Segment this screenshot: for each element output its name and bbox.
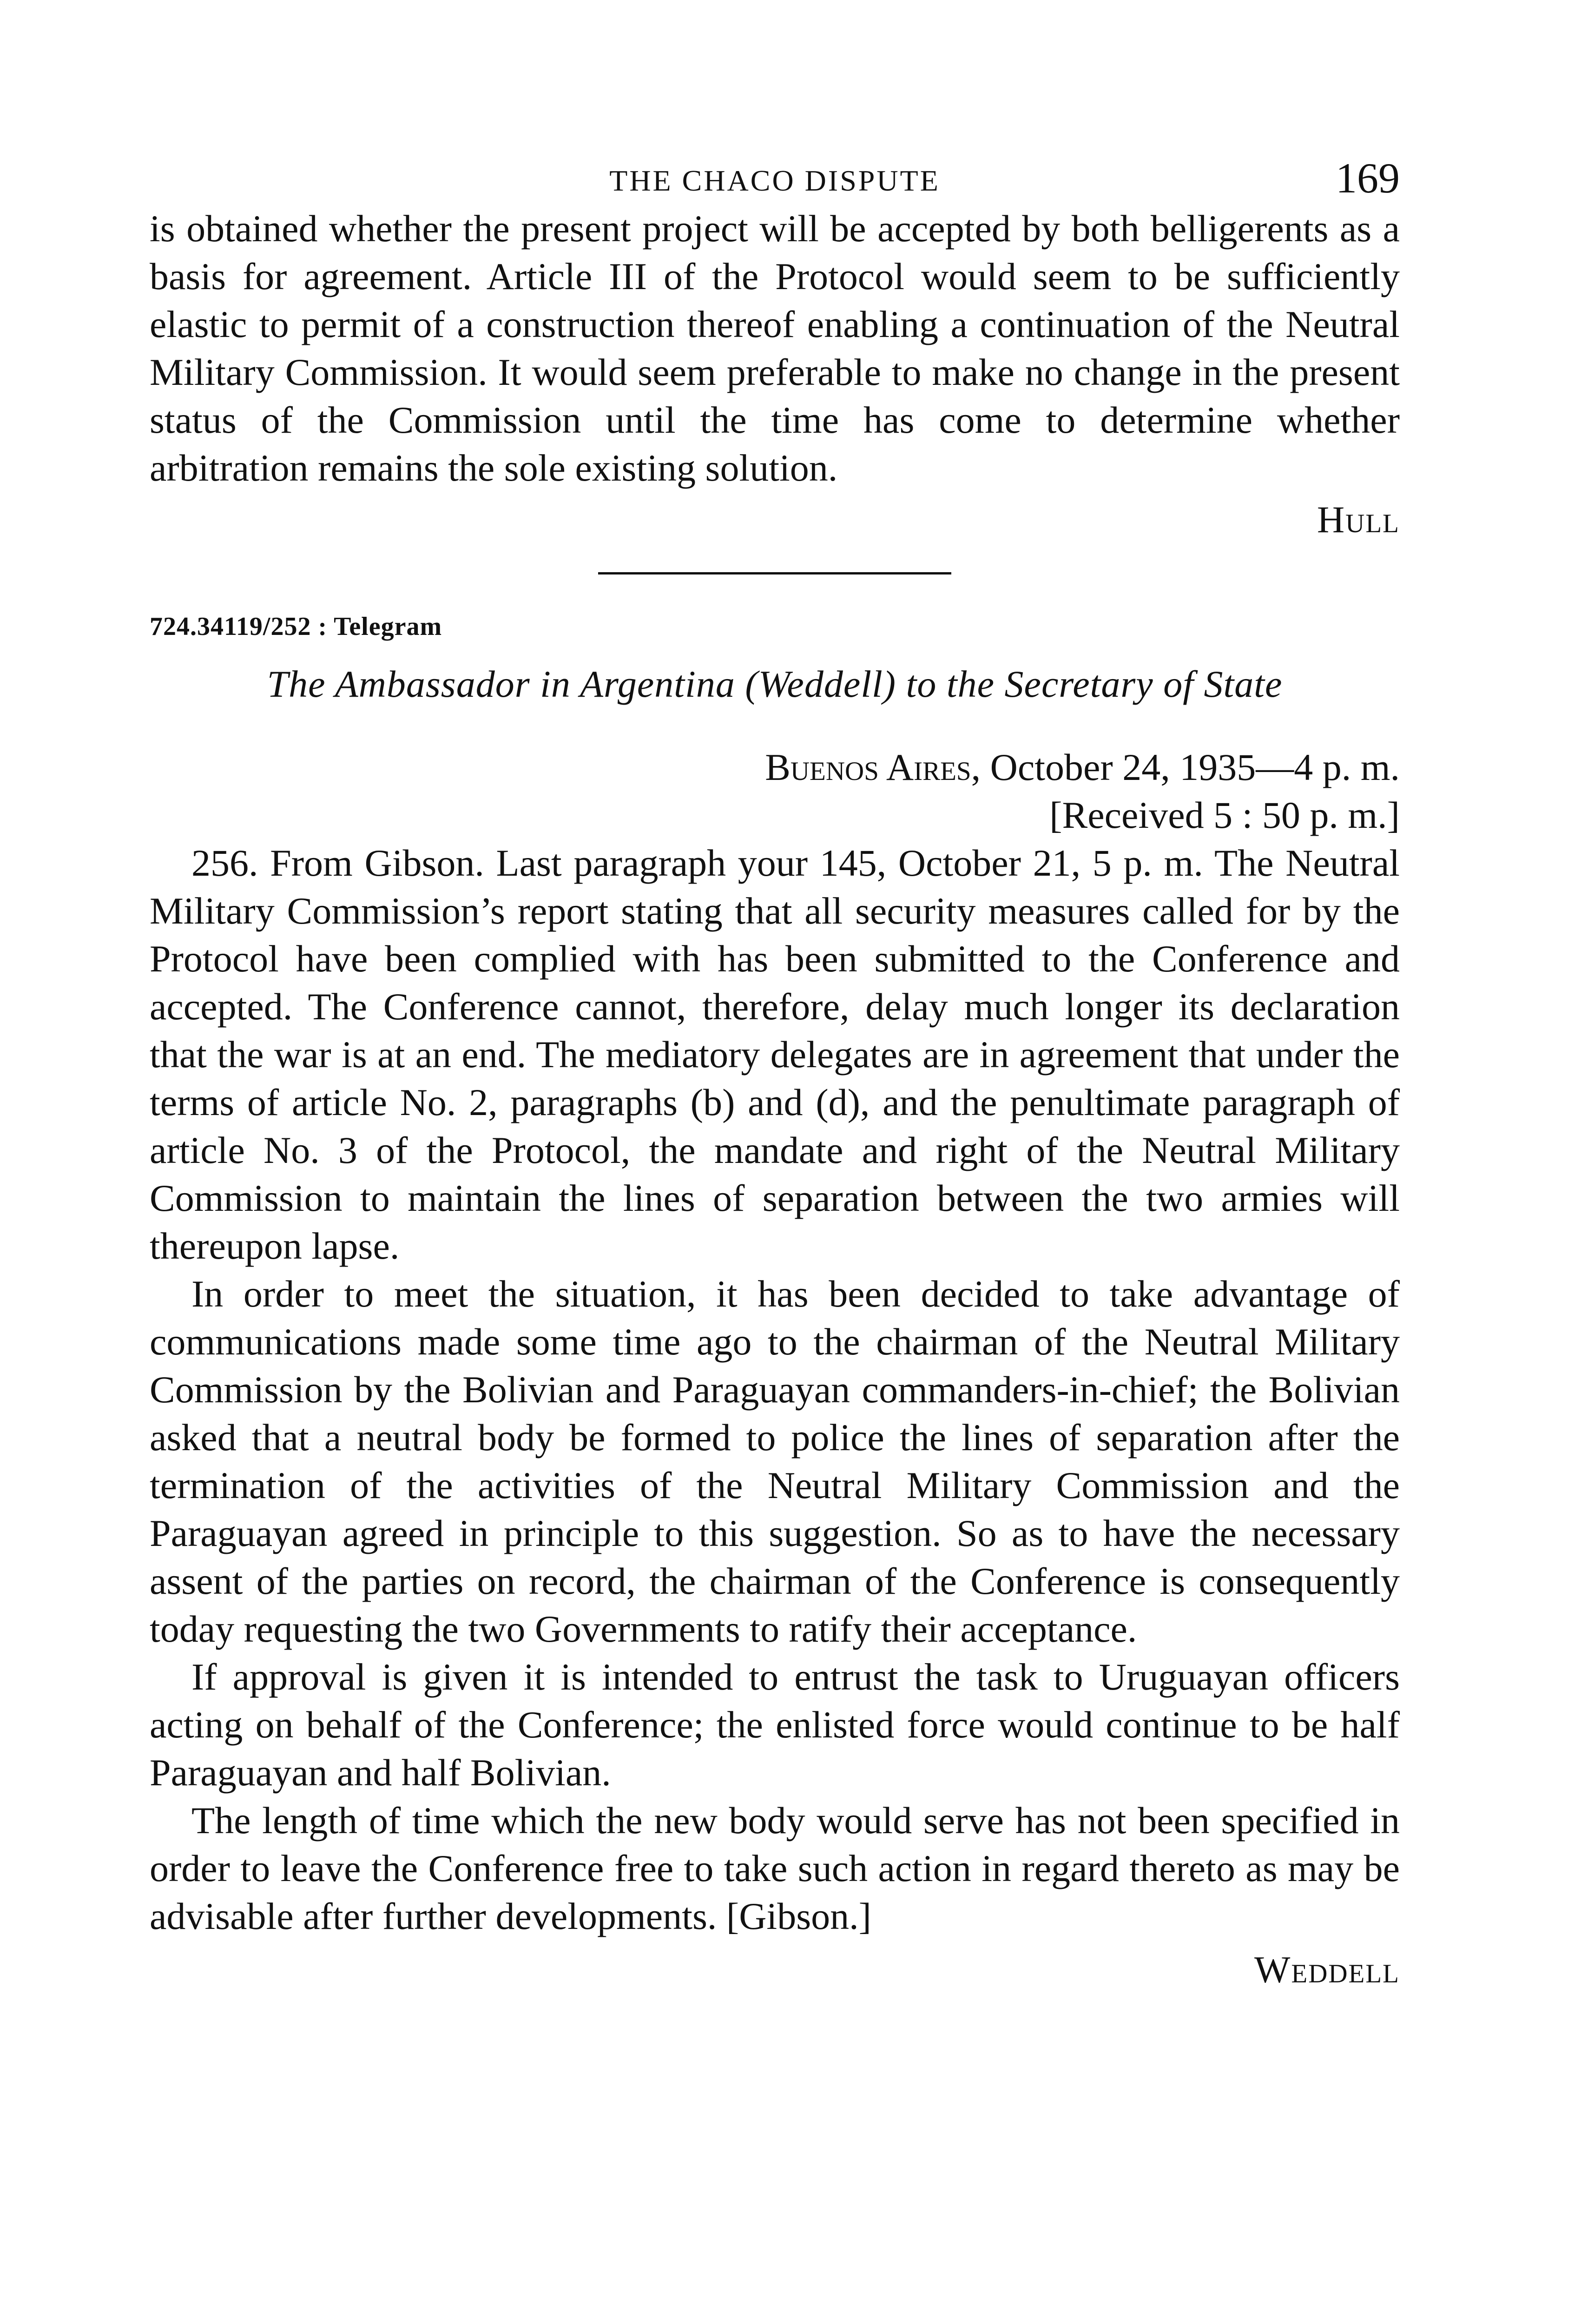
dateline-place: Buenos Aires, [765, 746, 981, 788]
document-page [150, 153, 1400, 1994]
dateline [150, 743, 1400, 791]
file-reference: 724.34119/252 : Telegram [150, 612, 442, 641]
signature-hull: Hull [1317, 498, 1400, 541]
running-head [150, 153, 1400, 205]
paragraph-3: If approval is given it is intended to entrust the task to Uruguayan officers acting on behalf of the Conference; the enlisted force would continue to be half Paraguayan and half Bolivian. [150, 1656, 1400, 1794]
paragraph-4: The length of time which the new body would serve has not been specified in order to leave the Conference free to take such action in regard thereto as may be advisable after further developments. [Gibson.] [150, 1799, 1400, 1937]
received-time: [Received 5 : 50 p. m.] [1049, 794, 1400, 836]
running-title: THE CHACO DISPUTE [609, 164, 940, 197]
continuation-paragraph: is obtained whether the present project will be accepted by both belligerents as a basis for agreement. Article III of the Protocol would seem to be sufficiently elastic to permit of a construction thereof enabling a continuation of the Neutral Military Commission. It would seem preferable to make no change in the present status of the Commission until the time has come to determine whether arbitration remains the sole existing solution. [150, 207, 1400, 489]
signature-weddell: Weddell [1254, 1948, 1400, 1991]
paragraph-2: In order to meet the situation, it has been decided to take advantage of communications made some time ago to the chairman of the Neutral Military Commission by the Bolivian and Paraguayan commanders-in-chief; the Bolivian asked that a neutral body be formed to police the lines of separation after the termination of the activities of the Neutral Military Commission and the Paraguayan agreed in principle to this suggestion. So as to have the necessary assent of the parties on record, the chairman of the Conference is consequently today requesting the two Governments to ratify their acceptance. [150, 1273, 1400, 1650]
dateline-date: October 24, 1935—4 p. m. [990, 746, 1400, 788]
page-number: 169 [1336, 154, 1400, 202]
paragraph-1: 256. From Gibson. Last paragraph your 145, October 21, 5 p. m. The Neutral Military Commission’s report stating that all security measures called for by the Protocol have been complied with has been submitted to the Conference and accepted. The Conference cannot, therefore, delay much longer its declaration that the war is at an end. The mediatory delegates are in agreement that under the terms of article No. 2, paragraphs (b) and (d), and the penultimate paragraph of article No. 3 of the Protocol, the mandate and right of the Neutral Military Commission to maintain the lines of separation between the two armies will thereupon lapse. [150, 842, 1400, 1267]
section-divider [598, 572, 951, 574]
document-title: The Ambassador in Argentina (Weddell) to the Secretary of State [267, 663, 1283, 705]
